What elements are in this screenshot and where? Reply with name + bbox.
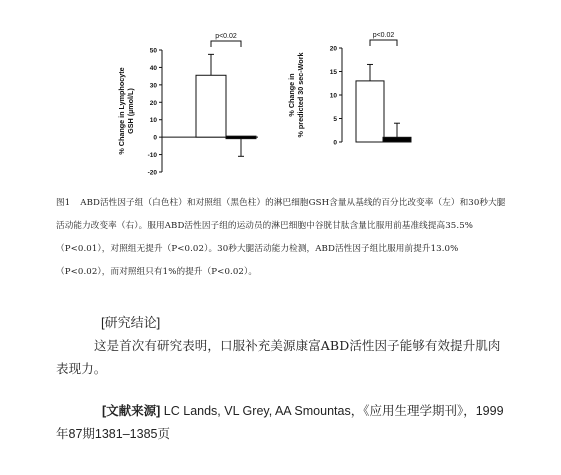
source-label: [文献来源]: [102, 404, 161, 418]
lymphocyte-gsh-chart-svg: [117, 24, 270, 184]
work-y-tick-label: 0: [333, 139, 337, 147]
figure-number: 图1: [56, 198, 71, 208]
work-bar-abd: [356, 81, 384, 142]
work-30sec-chart-svg: [287, 24, 430, 154]
gsh-y-tick-label: 50: [149, 47, 157, 55]
work-significance-label: p<0.02: [372, 32, 395, 39]
work-y-axis-label: [287, 53, 305, 138]
work-y-tick-label: 5: [333, 116, 337, 123]
work-y-tick-label: 10: [329, 92, 337, 100]
work-bar-control: [383, 137, 411, 142]
conclusion-heading: [研究结论]: [101, 315, 161, 330]
gsh-y-tick-label: 40: [149, 64, 157, 72]
source-text: LC Lands, VL Grey, AA Smountas，《应用生理学期刊》，1999年87期1381–1385页: [56, 404, 504, 441]
gsh-y-axis-label-line: % Change in Lymphocyte: [117, 67, 126, 155]
conclusion-text: 这是首次有研究表明，口服补充美源康富ABD活性因子能够有效提升肌肉表现力。: [56, 338, 501, 376]
source-citation: [56, 400, 506, 446]
figure-caption-text: ABD活性因子组（白色柱）和对照组（黑色柱）的淋巴细胞GSH含量从基线的百分比改变率（左）和30秒大腿活动能力改变率（右）。服用ABD活性因子组的运动员的淋巴细胞中谷胱甘肽含量比服用前基准线提高35.5%（P<0.01），对照组无提升（P<0.02）。30秒大腿活动能力检测，ABD活性因子组比服用前提升13.0%（P<0.02），而对照组只有1%的提升（P<0.02）。: [56, 198, 506, 277]
gsh-bar-control: [226, 136, 256, 139]
work-significance-bracket: [370, 40, 397, 46]
work-y-axis-label-line: % predicted 30 sec-Work: [296, 52, 305, 138]
gsh-significance-bracket: [211, 41, 241, 47]
lymphocyte-gsh-chart: [117, 24, 270, 184]
work-y-tick-label: 15: [329, 69, 337, 76]
work-y-tick-label: 20: [329, 45, 337, 53]
gsh-y-tick-label: -20: [147, 169, 157, 177]
gsh-bar-abd: [196, 75, 226, 137]
figure-caption: [56, 192, 508, 284]
work-y-axis-label-line: % Change in: [287, 73, 296, 117]
gsh-y-axis-label: [117, 67, 135, 154]
gsh-significance-label: p<0.02: [215, 33, 237, 40]
work-30sec-chart: [287, 24, 430, 154]
gsh-y-tick-label: 20: [149, 99, 157, 107]
gsh-y-tick-label: 30: [149, 82, 157, 90]
gsh-y-tick-label: 10: [149, 117, 157, 125]
gsh-y-tick-label: -10: [147, 152, 157, 160]
gsh-y-tick-label: 0: [153, 134, 157, 142]
gsh-y-axis-label-line: GSH (µmol/L): [126, 88, 135, 134]
